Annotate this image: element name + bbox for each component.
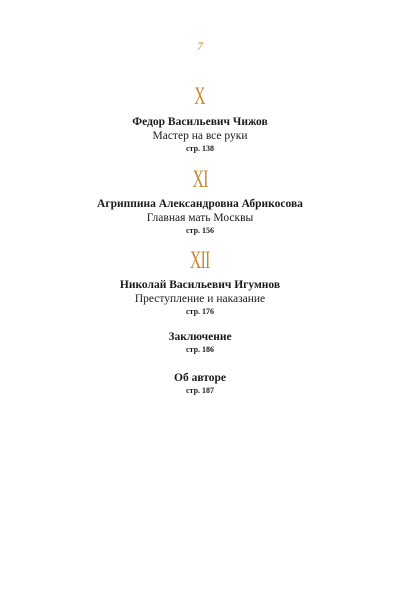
toc-entry-chapter-12[interactable]: [0, 248, 400, 318]
toc-entry-chapter-11[interactable]: [0, 167, 400, 237]
about-author-title: Об авторе: [174, 372, 226, 384]
chapter-author: Николай Васильевич Игумнов: [119, 279, 281, 291]
chapter-subtitle: Главная мать Москвы: [146, 212, 254, 224]
chapter-numeral: XII: [190, 247, 210, 274]
chapter-subtitle: Преступление и наказание: [134, 293, 266, 305]
toc-entry-conclusion[interactable]: [0, 330, 400, 356]
chapter-page-ref: стр. 156: [185, 226, 215, 235]
toc-entry-chapter-10[interactable]: [0, 84, 400, 155]
conclusion-page-ref: стр. 186: [185, 345, 215, 354]
conclusion-title: Заключение: [168, 331, 232, 343]
page-number: 7: [197, 39, 203, 53]
about-author-page-ref: стр. 187: [185, 386, 215, 395]
chapter-numeral: XI: [192, 166, 208, 193]
chapter-author: Агриппина Александровна Абрикосова: [97, 198, 303, 210]
chapter-page-ref: стр. 176: [185, 307, 215, 316]
chapter-subtitle: Мастер на все руки: [152, 130, 248, 142]
chapter-page-ref: стр. 138: [185, 144, 215, 153]
chapter-author: Федор Васильевич Чижов: [132, 116, 268, 128]
chapter-numeral: X: [194, 83, 206, 110]
toc-entry-about-author[interactable]: [0, 371, 400, 397]
